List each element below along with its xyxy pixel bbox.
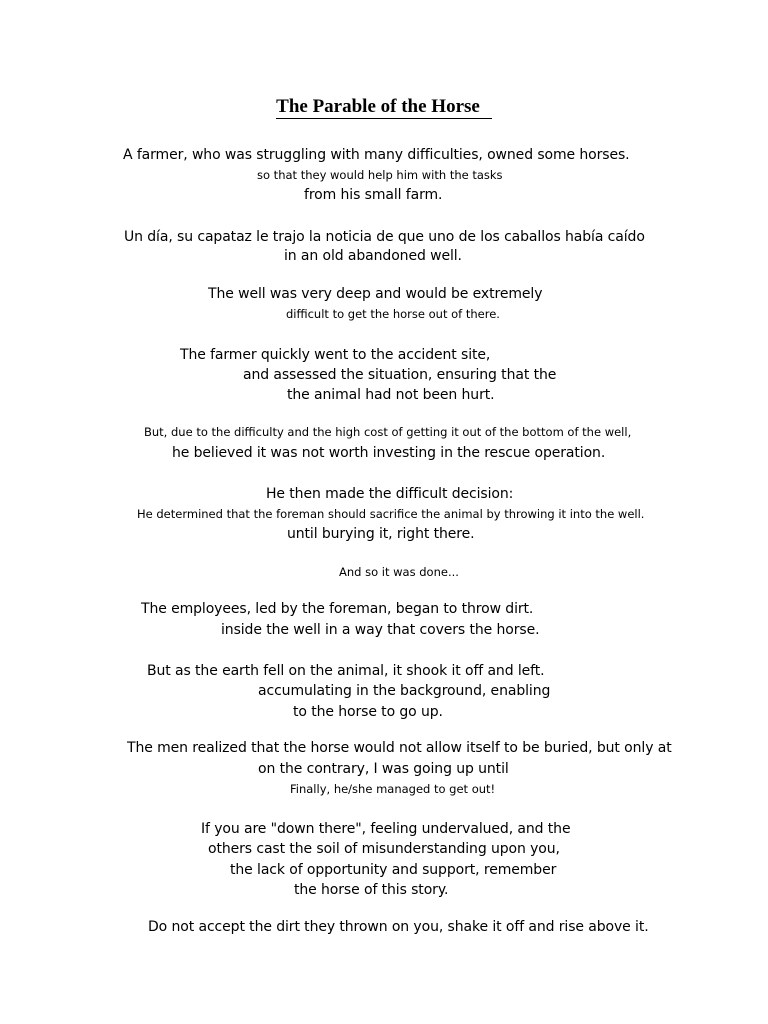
text-line: Finally, he/she managed to get out! (290, 782, 496, 796)
text-line: But as the earth fell on the animal, it shook it off and left. (147, 663, 545, 679)
text-line: until burying it, right there. (287, 526, 475, 542)
text-line: A farmer, who was struggling with many difficulties, owned some horses. (123, 147, 630, 163)
text-line: difficult to get the horse out of there. (286, 307, 500, 321)
text-line: The well was very deep and would be extremely (208, 286, 543, 302)
text-line: and assessed the situation, ensuring that the (243, 367, 557, 383)
text-line: He then made the difficult decision: (266, 486, 514, 502)
text-line: The employees, led by the foreman, began to throw dirt. (141, 601, 534, 617)
text-line: the animal had not been hurt. (287, 387, 495, 403)
text-line: the lack of opportunity and support, remember (230, 862, 557, 878)
page-title-text: The Parable of the Horse (276, 96, 492, 119)
text-line: Un día, su capataz le trajo la noticia de que uno de los caballos había caído (124, 229, 645, 245)
text-line: And so it was done... (339, 565, 459, 579)
text-line: But, due to the difficulty and the high cost of getting it out of the bottom of the well, (144, 425, 632, 439)
text-line: accumulating in the background, enabling (258, 683, 551, 699)
text-line: He determined that the foreman should sacrifice the animal by throwing it into the well. (137, 507, 645, 521)
text-line: he believed it was not worth investing in the rescue operation. (172, 445, 606, 461)
page-title (0, 96, 768, 119)
text-line: inside the well in a way that covers the horse. (221, 622, 540, 638)
text-line: in an old abandoned well. (284, 248, 462, 264)
text-line: so that they would help him with the tasks (257, 168, 503, 182)
text-line: the horse of this story. (294, 882, 449, 898)
text-line: The men realized that the horse would not allow itself to be buried, but only at (127, 740, 672, 756)
text-line: from his small farm. (304, 187, 443, 203)
text-line: The farmer quickly went to the accident site, (180, 347, 491, 363)
text-line: to the horse to go up. (293, 704, 443, 720)
text-line: Do not accept the dirt they thrown on you, shake it off and rise above it. (148, 919, 649, 935)
text-line: If you are "down there", feeling undervalued, and the (201, 821, 571, 837)
text-line: others cast the soil of misunderstanding upon you, (208, 841, 560, 857)
text-line: on the contrary, I was going up until (258, 761, 509, 777)
